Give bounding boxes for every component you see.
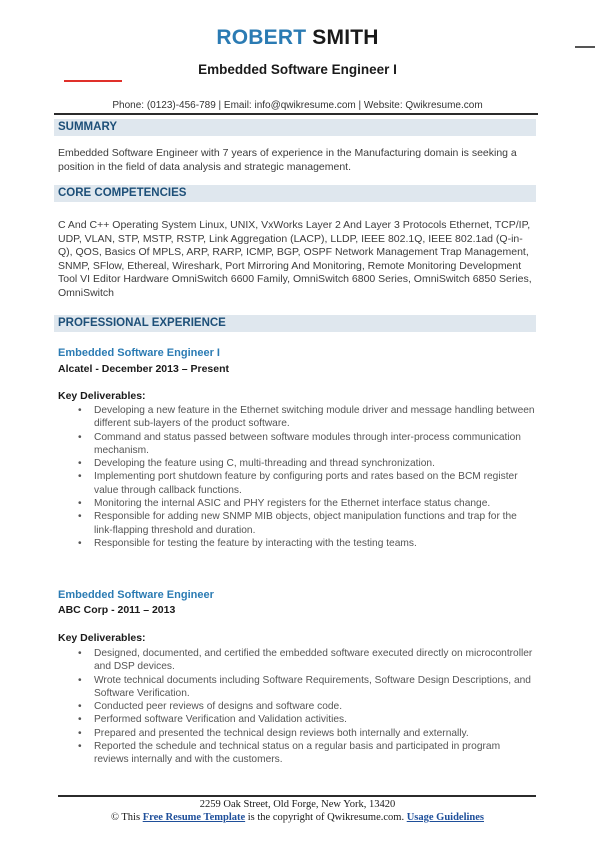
- section-heading-competencies: CORE COMPETENCIES: [54, 185, 536, 202]
- deliverables-list: [78, 647, 536, 767]
- list-item: • Reported the schedule and technical status on a regular basis and participated in program reviews internally and with the customers.: [78, 741, 501, 766]
- footer-address: 2259 Oak Street, Old Forge, New York, 13420: [199, 799, 396, 810]
- list-item: • Conducted peer reviews of designs and software code.: [78, 701, 343, 713]
- list-item: • Prepared and presented the technical design reviews both internally and externally.: [78, 727, 469, 739]
- list-item: • Designed, documented, and certified the embedded software executed directly on microcontroller and DSP devices.: [78, 648, 533, 673]
- deliverables-label: Key Deliverables:: [58, 632, 146, 644]
- copyright-prefix: © This: [110, 812, 141, 823]
- copyright-text: is the copyright of Qwikresume.com.: [247, 812, 405, 823]
- list-item: • Monitoring the internal ASIC and PHY registers for the Ethernet interface status change.: [78, 498, 491, 510]
- list-item: • Developing the feature using C, multi-threading and thread synchronization.: [78, 458, 435, 470]
- list-item: • Responsible for testing the feature by interacting with the testing teams.: [78, 537, 417, 549]
- decorative-line: [575, 46, 595, 48]
- free-resume-template-link[interactable]: Free Resume Template: [142, 812, 246, 823]
- header-divider: [54, 113, 538, 115]
- job-company: Alcatel - December 2013 – Present: [58, 363, 230, 375]
- section-heading-experience: PROFESSIONAL EXPERIENCE: [54, 315, 536, 332]
- section-heading-summary: SUMMARY: [54, 119, 536, 136]
- job-company: ABC Corp - 2011 – 2013: [58, 604, 176, 616]
- contact-info: Phone: (0123)-456-789 | Email: info@qwikresume.com | Website: Qwikresume.com: [112, 100, 483, 111]
- list-item: • Responsible for adding new SNMP MIB objects, object manipulation functions and trap for the link-flapping threshold and duration.: [78, 511, 517, 536]
- list-item: • Command and status passed between software modules through inter-process communication mechanism.: [78, 431, 521, 456]
- job-title: Embedded Software Engineer: [58, 589, 214, 601]
- competencies-text: C And C++ Operating System Linux, UNIX, VxWorks Layer 2 And Layer 3 Protocols Ethernet, TCP/IP, UDP, VLAN, STP, MSTP, RSTP, Link Aggregation (LACP), LLDP, IEEE 802.1Q, IEEE 802.1ad (Q-in-Q), QOS, Basics Of MPLS, ARP, RARP, ICMP, BGP, OSPF Network Management Trap Management, SNMP, SFlow, Ethereal, Wireshark, Port Mirroring And Monitoring, Remote Monitoring Development Tool VI Editor Hardware OmniSwitch 6600 Family, OmniSwitch 6800 Series, OmniSwitch 6850 Series, OmniSwitch: [58, 219, 532, 299]
- list-item: • Developing a new feature in the Ethernet switching module driver and message handling between different sub-layers of the product software.: [78, 405, 535, 430]
- summary-text: Embedded Software Engineer with 7 years of experience in the Manufacturing domain is seeking a position in the field of data analysis and strategic management.: [58, 147, 517, 173]
- last-name: SMITH: [312, 26, 379, 49]
- candidate-name: [0, 26, 595, 50]
- job-headline: Embedded Software Engineer I: [198, 62, 397, 77]
- list-item: • Performed software Verification and Validation activities.: [78, 714, 347, 726]
- resume-header: [0, 26, 595, 50]
- job-title: Embedded Software Engineer I: [58, 347, 220, 359]
- deliverables-list: [78, 404, 536, 550]
- footer-copyright: [0, 812, 595, 823]
- accent-underline: [64, 80, 122, 82]
- first-name: ROBERT: [216, 26, 307, 49]
- usage-guidelines-link[interactable]: Usage Guidelines: [406, 812, 485, 823]
- footer-divider: [58, 795, 536, 797]
- list-item: • Wrote technical documents including Software Requirements, Software Design Descriptions, and Software Verification.: [78, 674, 531, 699]
- list-item: • Implementing port shutdown feature by configuring ports and rates based on the BCM register value through callback functions.: [78, 471, 518, 496]
- deliverables-label: Key Deliverables:: [58, 390, 146, 402]
